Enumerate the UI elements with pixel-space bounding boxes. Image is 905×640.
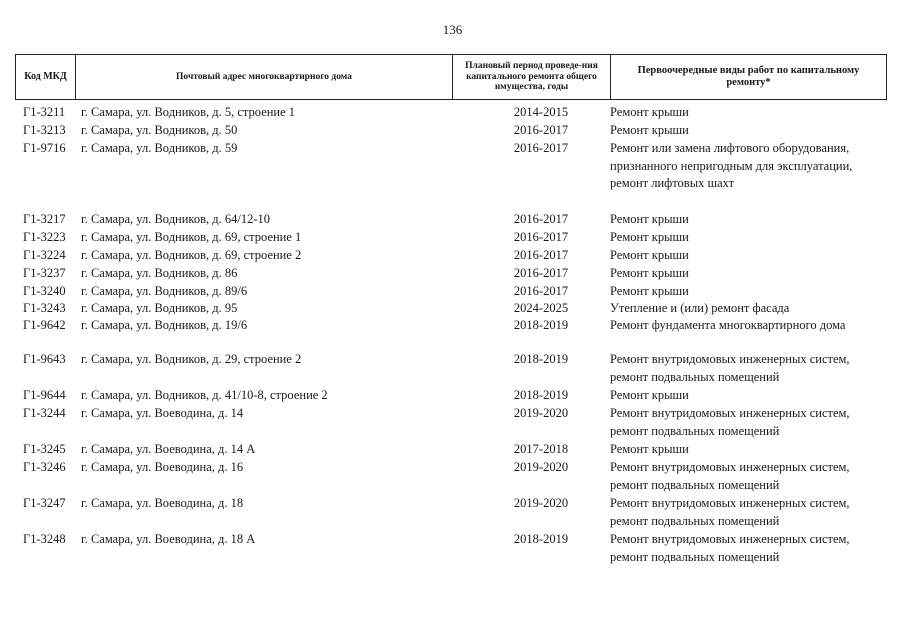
row-works: Утепление и (или) ремонт фасада bbox=[610, 301, 790, 315]
table-row bbox=[15, 531, 887, 564]
row-period: 2016-2017 bbox=[513, 248, 569, 262]
row-works: Ремонт внутридомовых инженерных систем, ремонт подвальных помещений bbox=[610, 532, 850, 564]
table-row bbox=[15, 351, 887, 384]
table-row bbox=[15, 317, 887, 335]
row-works: Ремонт внутридомовых инженерных систем, ремонт подвальных помещений bbox=[610, 352, 850, 384]
row-period: 2019-2020 bbox=[513, 460, 569, 474]
row-period: 2016-2017 bbox=[513, 284, 569, 298]
table-row bbox=[15, 300, 887, 318]
row-works: Ремонт крыши bbox=[610, 388, 689, 402]
row-address: г. Самара, ул. Водников, д. 86 bbox=[81, 266, 238, 280]
row-address: г. Самара, ул. Водников, д. 69, строение 2 bbox=[81, 248, 302, 262]
row-code: Г1-3224 bbox=[23, 248, 66, 262]
row-code: Г1-3246 bbox=[23, 460, 66, 474]
row-works: Ремонт внутридомовых инженерных систем, ремонт подвальных помещений bbox=[610, 460, 850, 492]
row-address: г. Самара, ул. Водников, д. 5, строение 1 bbox=[81, 105, 296, 119]
row-address: г. Самара, ул. Воеводина, д. 16 bbox=[81, 460, 244, 474]
row-period: 2024-2025 bbox=[513, 301, 569, 315]
row-period: 2017-2018 bbox=[513, 442, 569, 456]
table-row bbox=[15, 265, 887, 283]
repair-table bbox=[15, 54, 887, 564]
row-works: Ремонт крыши bbox=[610, 442, 689, 456]
row-address: г. Самара, ул. Водников, д. 29, строение 2 bbox=[81, 352, 302, 366]
row-code: Г1-3243 bbox=[23, 301, 66, 315]
table-row bbox=[15, 459, 887, 492]
row-code: Г1-3223 bbox=[23, 230, 66, 244]
row-period: 2016-2017 bbox=[513, 230, 569, 244]
header-period: Плановый период проведе-ния капитального ремонта общего имущества, годы bbox=[453, 55, 611, 99]
row-address: г. Самара, ул. Водников, д. 50 bbox=[81, 123, 238, 137]
row-works: Ремонт крыши bbox=[610, 212, 689, 226]
row-address: г. Самара, ул. Водников, д. 59 bbox=[81, 141, 238, 155]
page-number: 136 bbox=[442, 22, 463, 37]
row-address: г. Самара, ул. Водников, д. 69, строение 1 bbox=[81, 230, 302, 244]
row-code: Г1-3237 bbox=[23, 266, 66, 280]
table-row bbox=[15, 495, 887, 528]
row-period: 2018-2019 bbox=[513, 388, 569, 402]
row-works: Ремонт крыши bbox=[610, 230, 689, 244]
row-code: Г1-3240 bbox=[23, 284, 66, 298]
row-address: г. Самара, ул. Воеводина, д. 18 А bbox=[81, 532, 256, 546]
row-period: 2016-2017 bbox=[513, 141, 569, 155]
row-address: г. Самара, ул. Воеводина, д. 14 bbox=[81, 406, 244, 420]
row-works: Ремонт внутридомовых инженерных систем, ремонт подвальных помещений bbox=[610, 496, 850, 528]
row-address: г. Самара, ул. Водников, д. 19/6 bbox=[81, 318, 248, 332]
table-row bbox=[15, 441, 887, 459]
row-code: Г1-3245 bbox=[23, 442, 66, 456]
row-address: г. Самара, ул. Воеводина, д. 18 bbox=[81, 496, 244, 510]
row-address: г. Самара, ул. Воеводина, д. 14 А bbox=[81, 442, 256, 456]
table-row bbox=[15, 387, 887, 405]
row-address: г. Самара, ул. Водников, д. 89/6 bbox=[81, 284, 248, 298]
header-works: Первоочередные виды работ по капитальному ремонту* bbox=[637, 64, 860, 88]
row-works: Ремонт или замена лифтового оборудования, признанного непригодным для эксплуатации, ремонт лифтовых шахт bbox=[610, 141, 853, 190]
row-works: Ремонт внутридомовых инженерных систем, ремонт подвальных помещений bbox=[610, 406, 850, 438]
header-code: Код МКД bbox=[16, 55, 76, 99]
row-code: Г1-3211 bbox=[23, 105, 66, 119]
table-row bbox=[15, 122, 887, 140]
table-row bbox=[15, 104, 887, 122]
row-period: 2019-2020 bbox=[513, 406, 569, 420]
row-period: 2016-2017 bbox=[513, 266, 569, 280]
row-code: Г1-3244 bbox=[23, 406, 66, 420]
row-works: Ремонт крыши bbox=[610, 248, 689, 262]
row-period: 2018-2019 bbox=[513, 318, 569, 332]
row-works: Ремонт крыши bbox=[610, 266, 689, 280]
header-address: Почтовый адрес многоквартирного дома bbox=[76, 55, 453, 99]
row-code: Г1-9643 bbox=[23, 352, 66, 366]
row-period: 2019-2020 bbox=[513, 496, 569, 510]
row-works: Ремонт крыши bbox=[610, 123, 689, 137]
table-row bbox=[15, 405, 887, 438]
row-address: г. Самара, ул. Водников, д. 95 bbox=[81, 301, 238, 315]
table-row bbox=[15, 211, 887, 229]
table-row bbox=[15, 140, 887, 190]
table-header bbox=[15, 54, 887, 100]
row-works: Ремонт крыши bbox=[610, 284, 689, 298]
row-period: 2016-2017 bbox=[513, 212, 569, 226]
row-code: Г1-3217 bbox=[23, 212, 66, 226]
table-row bbox=[15, 247, 887, 265]
row-code: Г1-3247 bbox=[23, 496, 66, 510]
row-works: Ремонт крыши bbox=[610, 105, 689, 119]
table-row bbox=[15, 283, 887, 301]
table-row bbox=[15, 229, 887, 247]
row-period: 2014-2015 bbox=[513, 105, 569, 119]
row-address: г. Самара, ул. Водников, д. 64/12-10 bbox=[81, 212, 271, 226]
row-period: 2018-2019 bbox=[513, 352, 569, 366]
row-address: г. Самара, ул. Водников, д. 41/10-8, строение 2 bbox=[81, 388, 328, 402]
row-period: 2018-2019 bbox=[513, 532, 569, 546]
row-code: Г1-9716 bbox=[23, 141, 66, 155]
row-works: Ремонт фундамента многоквартирного дома bbox=[610, 318, 846, 332]
row-code: Г1-3213 bbox=[23, 123, 66, 137]
row-code: Г1-9644 bbox=[23, 388, 66, 402]
row-code: Г1-9642 bbox=[23, 318, 66, 332]
row-code: Г1-3248 bbox=[23, 532, 66, 546]
row-period: 2016-2017 bbox=[513, 123, 569, 137]
